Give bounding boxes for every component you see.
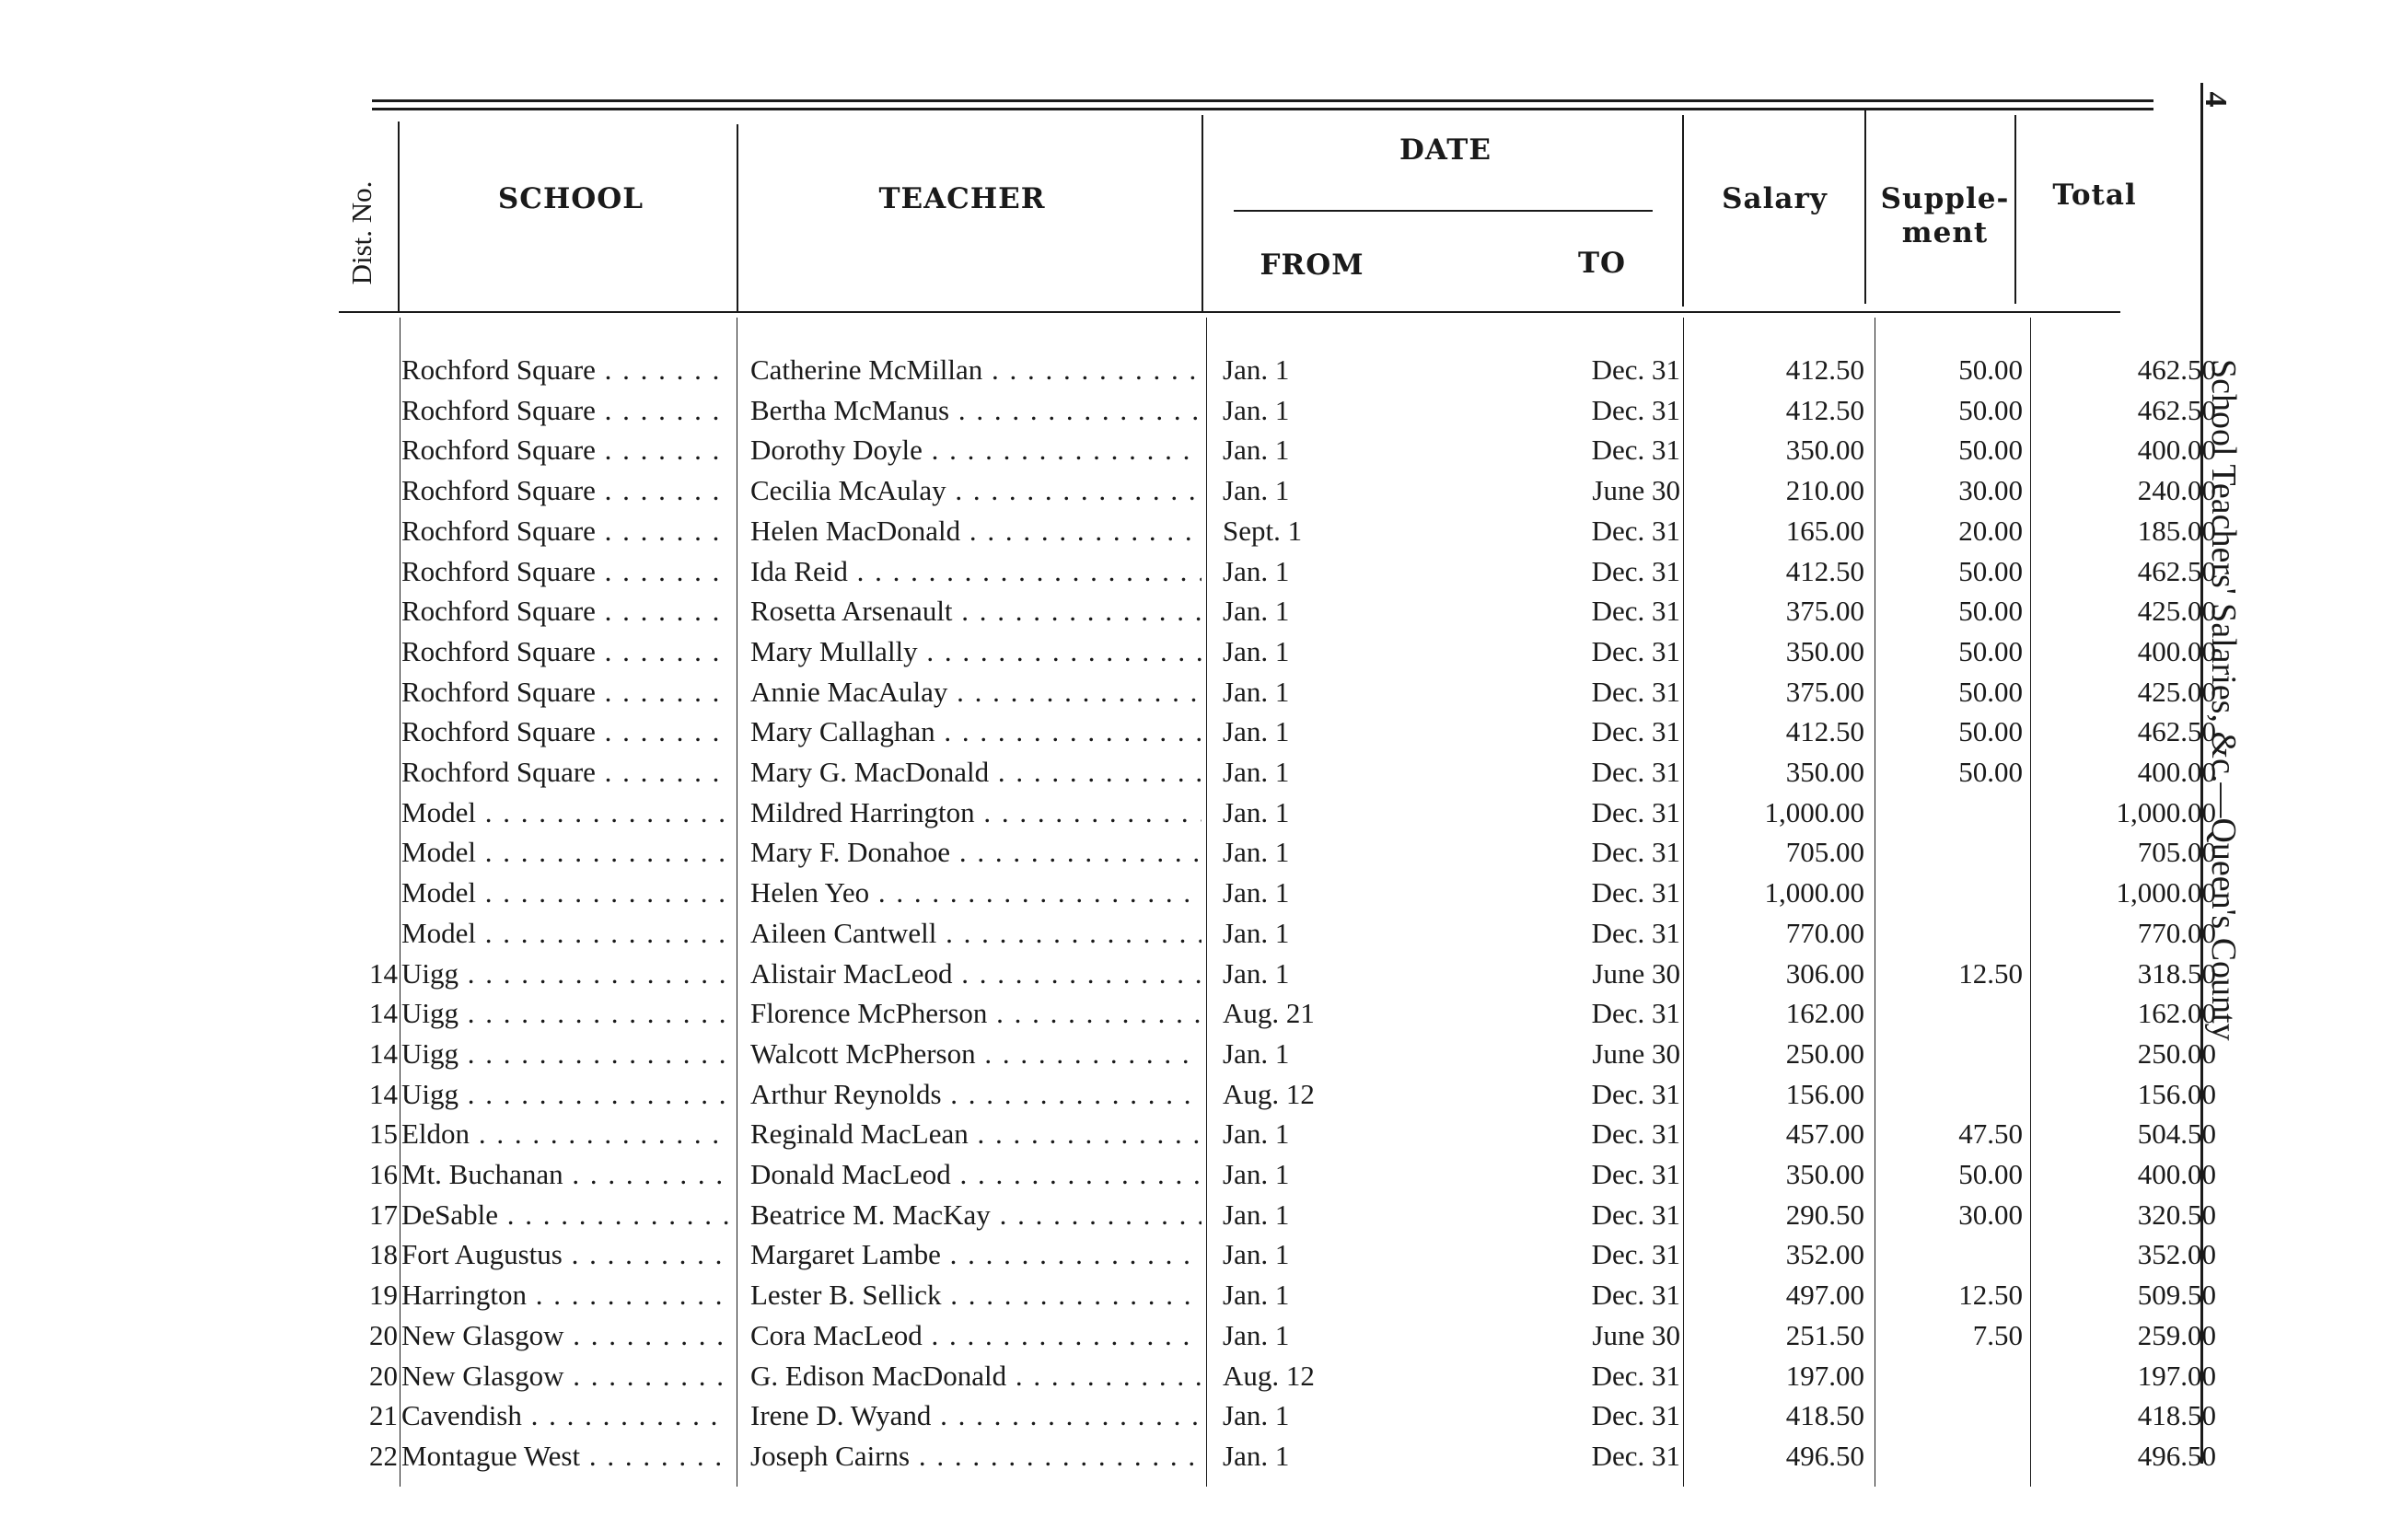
table-row <box>0 672 2403 712</box>
to-date-cell: June 30 <box>1592 956 1680 990</box>
to-date-cell: June 30 <box>1592 1036 1680 1070</box>
school-cell: Rochford Square . . . <box>401 551 728 592</box>
total-cell: 462.50 <box>2137 715 2216 748</box>
header-total: Total <box>2052 179 2137 212</box>
school-cell: Rochford Square . . . <box>401 591 728 631</box>
salary-cell: 350.00 <box>1785 1158 1864 1190</box>
side-title: School Teachers' Salaries, &c.—Queen's County <box>2204 359 2243 1041</box>
header-divider <box>1682 115 1684 307</box>
school-cell: Rochford Square . . . <box>401 470 728 511</box>
table-row <box>0 1275 2403 1315</box>
salary-cell: 375.00 <box>1785 675 1864 708</box>
total-cell: 400.00 <box>2137 434 2216 467</box>
header-supplement-1: Supple- <box>1880 182 2010 215</box>
school-cell: Model . . . <box>401 832 728 873</box>
total-cell: 418.50 <box>2137 1399 2216 1432</box>
salary-cell: 306.00 <box>1785 956 1864 990</box>
to-date-cell: Dec. 31 <box>1591 393 1680 426</box>
teacher-cell: Cecilia McAulay . . . <box>750 470 1202 511</box>
dist-cell: 21 <box>369 1399 398 1432</box>
salary-cell: 457.00 <box>1785 1117 1864 1151</box>
from-date-cell: Jan. 1 <box>1223 634 1290 667</box>
from-date-cell: Jan. 1 <box>1223 595 1290 628</box>
from-date-cell: Jan. 1 <box>1223 1439 1290 1472</box>
header-salary: Salary <box>1722 182 1828 215</box>
table-row <box>0 551 2403 592</box>
salary-cell: 770.00 <box>1785 916 1864 949</box>
header-school: SCHOOL <box>497 182 644 215</box>
header-divider <box>737 124 738 313</box>
table-row <box>0 390 2403 431</box>
salary-cell: 412.50 <box>1785 715 1864 748</box>
to-date-cell: Dec. 31 <box>1591 675 1680 708</box>
dist-cell: 17 <box>369 1198 398 1231</box>
to-date-cell: Dec. 31 <box>1591 1439 1680 1472</box>
teacher-cell: Lester B. Sellick . . . <box>750 1275 1202 1315</box>
header-dist-no: Dist. No. <box>345 180 377 285</box>
to-date-cell: Dec. 31 <box>1591 756 1680 788</box>
supplement-cell: 50.00 <box>1958 715 2023 748</box>
teacher-cell: Dorothy Doyle . . . <box>750 430 1202 470</box>
dist-cell: 14 <box>369 997 398 1030</box>
top-rule <box>372 99 2153 102</box>
dist-cell: 22 <box>369 1439 398 1472</box>
table-row <box>0 350 2403 390</box>
school-cell: Rochford Square . . . <box>401 672 728 712</box>
total-cell: 318.50 <box>2137 956 2216 990</box>
table-row <box>0 430 2403 470</box>
to-date-cell: Dec. 31 <box>1591 876 1680 909</box>
teacher-cell: Arthur Reynolds . . . <box>750 1074 1202 1115</box>
to-date-cell: Dec. 31 <box>1591 595 1680 628</box>
to-date-cell: Dec. 31 <box>1591 1158 1680 1190</box>
to-date-cell: Dec. 31 <box>1591 795 1680 828</box>
from-date-cell: Jan. 1 <box>1223 756 1290 788</box>
table-row <box>0 954 2403 994</box>
from-date-cell: Aug. 12 <box>1223 1077 1315 1110</box>
total-cell: 156.00 <box>2137 1077 2216 1110</box>
table-row <box>0 1074 2403 1115</box>
from-date-cell: Jan. 1 <box>1223 795 1290 828</box>
salary-cell: 290.50 <box>1785 1198 1864 1231</box>
total-cell: 352.00 <box>2137 1238 2216 1271</box>
from-date-cell: Aug. 12 <box>1223 1359 1315 1392</box>
teacher-cell: Bertha McManus . . . <box>750 390 1202 431</box>
total-cell: 400.00 <box>2137 1158 2216 1190</box>
to-date-cell: Dec. 31 <box>1591 554 1680 587</box>
total-cell: 1,000.00 <box>2116 876 2216 909</box>
supplement-cell: 50.00 <box>1958 554 2023 587</box>
teacher-cell: Aileen Cantwell . . . <box>750 913 1202 954</box>
school-cell: Model . . . <box>401 793 728 833</box>
school-cell: Rochford Square . . . <box>401 752 728 793</box>
total-cell: 770.00 <box>2137 916 2216 949</box>
teacher-cell: Catherine McMillan . . . <box>750 350 1202 390</box>
total-cell: 259.00 <box>2137 1318 2216 1351</box>
supplement-cell: 12.50 <box>1958 1279 2023 1312</box>
supplement-cell: 50.00 <box>1958 595 2023 628</box>
school-cell: Fort Augustus . . . <box>401 1234 728 1275</box>
teacher-cell: Reginald MacLean . . . <box>750 1114 1202 1154</box>
table-row <box>0 1436 2403 1476</box>
teacher-cell: Mary F. Donahoe . . . <box>750 832 1202 873</box>
table-row <box>0 712 2403 752</box>
from-date-cell: Jan. 1 <box>1223 916 1290 949</box>
table-row <box>0 913 2403 954</box>
supplement-cell: 50.00 <box>1958 756 2023 788</box>
teacher-cell: Irene D. Wyand . . . <box>750 1395 1202 1436</box>
table-row <box>0 511 2403 551</box>
teacher-cell: Walcott McPherson . . . <box>750 1034 1202 1074</box>
table-row <box>0 793 2403 833</box>
school-cell: New Glasgow . . . <box>401 1356 728 1396</box>
supplement-cell: 30.00 <box>1958 1198 2023 1231</box>
total-cell: 185.00 <box>2137 514 2216 547</box>
to-date-cell: Dec. 31 <box>1591 1359 1680 1392</box>
table-row <box>0 1114 2403 1154</box>
teacher-cell: Beatrice M. MacKay . . . <box>750 1195 1202 1235</box>
from-date-cell: Jan. 1 <box>1223 675 1290 708</box>
to-date-cell: Dec. 31 <box>1591 1117 1680 1151</box>
salary-cell: 165.00 <box>1785 514 1864 547</box>
total-cell: 400.00 <box>2137 756 2216 788</box>
header-divider <box>398 122 400 313</box>
salary-cell: 156.00 <box>1785 1077 1864 1110</box>
table-row <box>0 1034 2403 1074</box>
total-cell: 462.50 <box>2137 353 2216 386</box>
dist-cell: 14 <box>369 1077 398 1110</box>
teacher-cell: Joseph Cairns . . . <box>750 1436 1202 1476</box>
supplement-cell: 30.00 <box>1958 474 2023 507</box>
salary-cell: 418.50 <box>1785 1399 1864 1432</box>
to-date-cell: June 30 <box>1592 474 1680 507</box>
school-cell: Model . . . <box>401 873 728 913</box>
to-date-cell: June 30 <box>1592 1318 1680 1351</box>
school-cell: Cavendish . . . <box>401 1395 728 1436</box>
salary-cell: 412.50 <box>1785 393 1864 426</box>
total-cell: 496.50 <box>2137 1439 2216 1472</box>
supplement-cell: 50.00 <box>1958 634 2023 667</box>
supplement-cell: 50.00 <box>1958 434 2023 467</box>
salary-cell: 197.00 <box>1785 1359 1864 1392</box>
table-row <box>0 1395 2403 1436</box>
from-date-cell: Jan. 1 <box>1223 554 1290 587</box>
table-row <box>0 1195 2403 1235</box>
teacher-cell: Helen MacDonald . . . <box>750 511 1202 551</box>
from-date-cell: Aug. 21 <box>1223 997 1315 1030</box>
total-cell: 425.00 <box>2137 595 2216 628</box>
from-date-cell: Jan. 1 <box>1223 1318 1290 1351</box>
dist-cell: 20 <box>369 1318 398 1351</box>
total-cell: 705.00 <box>2137 836 2216 869</box>
supplement-cell: 47.50 <box>1958 1117 2023 1151</box>
salary-cell: 352.00 <box>1785 1238 1864 1271</box>
from-date-cell: Jan. 1 <box>1223 836 1290 869</box>
teacher-cell: Alistair MacLeod . . . <box>750 954 1202 994</box>
supplement-cell: 7.50 <box>1972 1318 2023 1351</box>
to-date-cell: Dec. 31 <box>1591 715 1680 748</box>
teacher-cell: Margaret Lambe . . . <box>750 1234 1202 1275</box>
total-cell: 425.00 <box>2137 675 2216 708</box>
total-cell: 462.50 <box>2137 393 2216 426</box>
from-date-cell: Jan. 1 <box>1223 1198 1290 1231</box>
from-date-cell: Jan. 1 <box>1223 715 1290 748</box>
school-cell: Uigg . . . <box>401 954 728 994</box>
dist-cell: 19 <box>369 1279 398 1312</box>
supplement-cell: 50.00 <box>1958 675 2023 708</box>
table-row <box>0 1154 2403 1195</box>
to-date-cell: Dec. 31 <box>1591 1399 1680 1432</box>
teacher-cell: Rosetta Arsenault . . . <box>750 591 1202 631</box>
total-cell: 162.00 <box>2137 997 2216 1030</box>
school-cell: Uigg . . . <box>401 1074 728 1115</box>
supplement-cell: 50.00 <box>1958 393 2023 426</box>
table-row <box>0 993 2403 1034</box>
school-cell: Uigg . . . <box>401 993 728 1034</box>
school-cell: Rochford Square . . . <box>401 390 728 431</box>
dist-cell: 14 <box>369 1036 398 1070</box>
date-underline <box>1234 210 1653 212</box>
from-date-cell: Jan. 1 <box>1223 1238 1290 1271</box>
total-cell: 509.50 <box>2137 1279 2216 1312</box>
salary-cell: 350.00 <box>1785 634 1864 667</box>
from-date-cell: Jan. 1 <box>1223 1399 1290 1432</box>
school-cell: Eldon . . . <box>401 1114 728 1154</box>
salary-cell: 497.00 <box>1785 1279 1864 1312</box>
teacher-cell: Mary Mullally . . . <box>750 631 1202 672</box>
school-cell: Mt. Buchanan . . . <box>401 1154 728 1195</box>
dist-cell: 16 <box>369 1158 398 1190</box>
salary-cell: 705.00 <box>1785 836 1864 869</box>
salary-cell: 412.50 <box>1785 353 1864 386</box>
teacher-cell: Florence McPherson . . . <box>750 993 1202 1034</box>
table-row <box>0 591 2403 631</box>
header-to: TO <box>1577 247 1627 280</box>
to-date-cell: Dec. 31 <box>1591 916 1680 949</box>
to-date-cell: Dec. 31 <box>1591 514 1680 547</box>
to-date-cell: Dec. 31 <box>1591 1198 1680 1231</box>
total-cell: 240.00 <box>2137 474 2216 507</box>
dist-cell: 18 <box>369 1238 398 1271</box>
header-divider <box>1864 110 1866 304</box>
table-row <box>0 873 2403 913</box>
salary-cell: 250.00 <box>1785 1036 1864 1070</box>
from-date-cell: Jan. 1 <box>1223 434 1290 467</box>
school-cell: Rochford Square . . . <box>401 712 728 752</box>
header-supplement-2: ment <box>1901 216 1989 249</box>
salary-cell: 1,000.00 <box>1764 876 1864 909</box>
total-cell: 197.00 <box>2137 1359 2216 1392</box>
school-cell: DeSable . . . <box>401 1195 728 1235</box>
table-row <box>0 1234 2403 1275</box>
to-date-cell: Dec. 31 <box>1591 1279 1680 1312</box>
teacher-cell: Helen Yeo . . . <box>750 873 1202 913</box>
to-date-cell: Dec. 31 <box>1591 353 1680 386</box>
header-date: DATE <box>1399 133 1492 167</box>
total-cell: 1,000.00 <box>2116 795 2216 828</box>
salary-cell: 162.00 <box>1785 997 1864 1030</box>
from-date-cell: Jan. 1 <box>1223 956 1290 990</box>
table-row <box>0 1315 2403 1356</box>
salary-cell: 350.00 <box>1785 434 1864 467</box>
school-cell: Montague West . . . <box>401 1436 728 1476</box>
page-number: 4 <box>2199 91 2233 108</box>
from-date-cell: Jan. 1 <box>1223 393 1290 426</box>
supplement-cell: 20.00 <box>1958 514 2023 547</box>
from-date-cell: Jan. 1 <box>1223 1158 1290 1190</box>
supplement-cell: 50.00 <box>1958 1158 2023 1190</box>
table-row <box>0 631 2403 672</box>
school-cell: Model . . . <box>401 913 728 954</box>
from-date-cell: Sept. 1 <box>1223 514 1303 547</box>
dist-cell: 14 <box>369 956 398 990</box>
header-from: FROM <box>1260 249 1364 282</box>
salary-cell: 210.00 <box>1785 474 1864 507</box>
school-cell: New Glasgow . . . <box>401 1315 728 1356</box>
teacher-cell: Annie MacAulay . . . <box>750 672 1202 712</box>
table-row <box>0 1356 2403 1396</box>
school-cell: Harrington . . . <box>401 1275 728 1315</box>
dist-cell: 20 <box>369 1359 398 1392</box>
to-date-cell: Dec. 31 <box>1591 836 1680 869</box>
school-cell: Rochford Square . . . <box>401 350 728 390</box>
school-cell: Rochford Square . . . <box>401 511 728 551</box>
school-cell: Rochford Square . . . <box>401 430 728 470</box>
table-row <box>0 752 2403 793</box>
table-row <box>0 832 2403 873</box>
salary-cell: 350.00 <box>1785 756 1864 788</box>
teacher-cell: Ida Reid . . . <box>750 551 1202 592</box>
supplement-cell: 12.50 <box>1958 956 2023 990</box>
to-date-cell: Dec. 31 <box>1591 634 1680 667</box>
top-rule-double <box>372 108 2153 110</box>
teacher-cell: G. Edison MacDonald . . . <box>750 1356 1202 1396</box>
teacher-cell: Mary Callaghan . . . <box>750 712 1202 752</box>
to-date-cell: Dec. 31 <box>1591 997 1680 1030</box>
teacher-cell: Donald MacLeod . . . <box>750 1154 1202 1195</box>
header-bottom-rule <box>339 311 2120 313</box>
header-teacher: TEACHER <box>878 182 1046 215</box>
table-row <box>0 470 2403 511</box>
to-date-cell: Dec. 31 <box>1591 1077 1680 1110</box>
from-date-cell: Jan. 1 <box>1223 1117 1290 1151</box>
header-divider <box>1202 115 1203 313</box>
school-cell: Uigg . . . <box>401 1034 728 1074</box>
from-date-cell: Jan. 1 <box>1223 876 1290 909</box>
supplement-cell: 50.00 <box>1958 353 2023 386</box>
teacher-cell: Cora MacLeod . . . <box>750 1315 1202 1356</box>
total-cell: 320.50 <box>2137 1198 2216 1231</box>
salary-cell: 375.00 <box>1785 595 1864 628</box>
teacher-cell: Mildred Harrington . . . <box>750 793 1202 833</box>
total-cell: 462.50 <box>2137 554 2216 587</box>
teacher-cell: Mary G. MacDonald . . . <box>750 752 1202 793</box>
from-date-cell: Jan. 1 <box>1223 353 1290 386</box>
from-date-cell: Jan. 1 <box>1223 1036 1290 1070</box>
salary-cell: 412.50 <box>1785 554 1864 587</box>
total-cell: 250.00 <box>2137 1036 2216 1070</box>
total-cell: 400.00 <box>2137 634 2216 667</box>
salary-cell: 1,000.00 <box>1764 795 1864 828</box>
salary-cell: 496.50 <box>1785 1439 1864 1472</box>
school-cell: Rochford Square . . . <box>401 631 728 672</box>
from-date-cell: Jan. 1 <box>1223 1279 1290 1312</box>
salary-cell: 251.50 <box>1785 1318 1864 1351</box>
to-date-cell: Dec. 31 <box>1591 1238 1680 1271</box>
total-cell: 504.50 <box>2137 1117 2216 1151</box>
to-date-cell: Dec. 31 <box>1591 434 1680 467</box>
dist-cell: 15 <box>369 1117 398 1151</box>
from-date-cell: Jan. 1 <box>1223 474 1290 507</box>
